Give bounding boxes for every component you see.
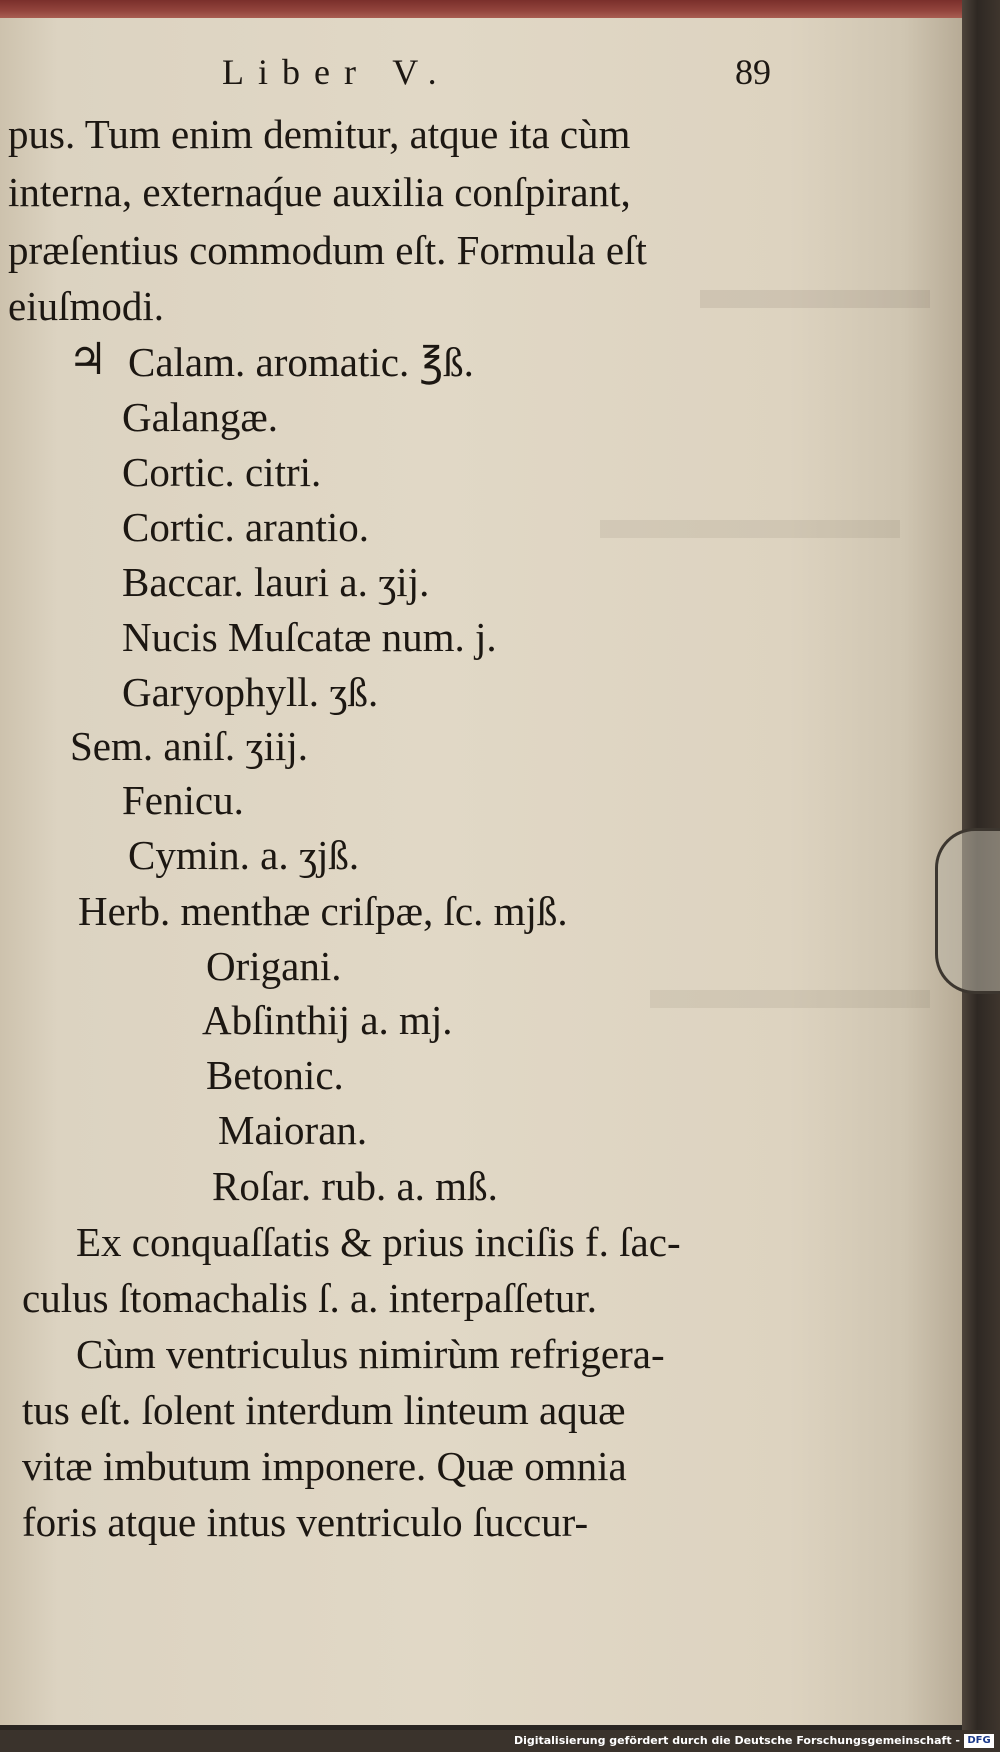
digitization-credit: Digitalisierung gefördert durch die Deutsche Forschungsgemeinschaft - bbox=[513, 1734, 960, 1747]
body-line: foris atque intus ventriculo ſuccur- bbox=[22, 1499, 589, 1545]
bleed-through bbox=[600, 520, 900, 538]
recipe-item: Betonic. bbox=[206, 1052, 344, 1098]
recipe-item: Abſinthij a. mj. bbox=[202, 997, 453, 1043]
body-line: tus eſt. ſolent interdum linteum aquæ bbox=[22, 1387, 626, 1433]
recipe-item: Maioran. bbox=[218, 1107, 368, 1153]
page-number: 89 bbox=[735, 52, 771, 92]
recipe-item: Baccar. lauri a. ʒij. bbox=[122, 559, 430, 605]
page-clip bbox=[935, 828, 1000, 994]
recipe-item: Cymin. a. ʒjß. bbox=[128, 832, 360, 878]
body-line: pus. Tum enim demitur, atque ita cùm bbox=[8, 111, 631, 157]
running-header: Liber V. bbox=[222, 52, 451, 92]
recipe-item: Origani. bbox=[206, 943, 342, 989]
recipe-symbol: ♃ bbox=[68, 335, 108, 384]
body-line: culus ſtomachalis ſ. a. interpaſſetur. bbox=[22, 1275, 597, 1321]
body-line: Cùm ventriculus nimirùm refrigera- bbox=[76, 1331, 665, 1377]
recipe-item: Calam. aromatic. ℥ß. bbox=[128, 339, 474, 385]
recipe-item: Herb. menthæ criſpæ, ſc. mjß. bbox=[78, 888, 568, 934]
recipe-item: Sem. aniſ. ʒiij. bbox=[70, 723, 308, 769]
recipe-item: Cortic. arantio. bbox=[122, 504, 370, 550]
body-line: vitæ imbutum imponere. Quæ omnia bbox=[22, 1443, 627, 1489]
recipe-item: Cortic. citri. bbox=[122, 449, 322, 495]
recipe-item: Fenicu. bbox=[122, 777, 244, 823]
recipe-item: Garyophyll. ʒß. bbox=[122, 669, 379, 715]
bleed-through bbox=[700, 290, 930, 308]
body-line: Ex conquaſſatis & prius inciſis f. ſac- bbox=[76, 1219, 681, 1265]
body-line: interna, externaq́ue auxilia conſpirant, bbox=[8, 169, 631, 215]
recipe-item: Galangæ. bbox=[122, 394, 278, 440]
red-page-edge bbox=[0, 0, 962, 18]
dfg-logo: DFG bbox=[964, 1734, 994, 1748]
body-line: eiuſmodi. bbox=[8, 283, 165, 329]
body-line: præſentius commodum eſt. Formula eſt bbox=[8, 227, 647, 273]
recipe-item: Roſar. rub. a. mß. bbox=[212, 1163, 498, 1209]
bleed-through bbox=[650, 990, 930, 1008]
recipe-item: Nucis Muſcatæ num. j. bbox=[122, 614, 497, 660]
